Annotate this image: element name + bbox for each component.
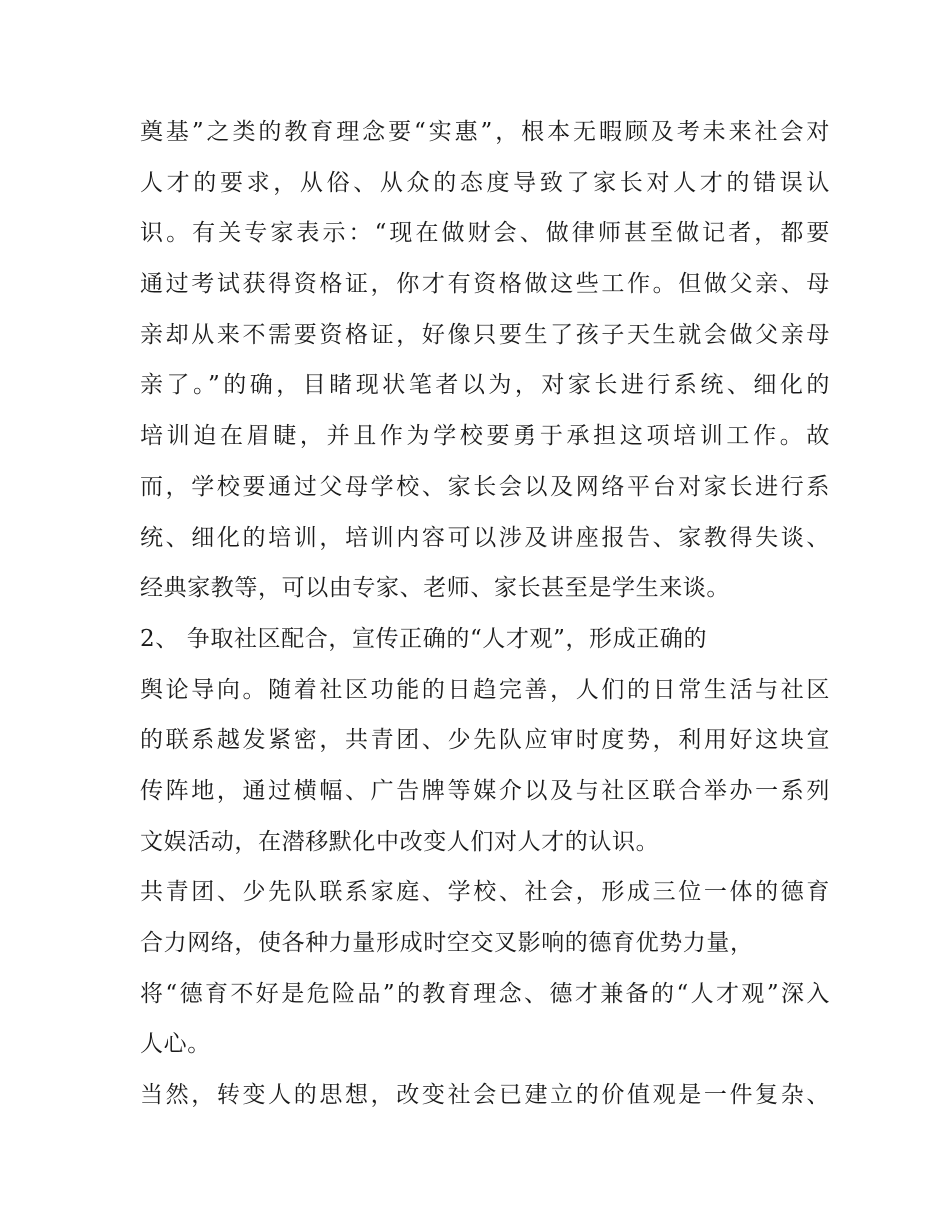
text-line-17: 合力网络，使各种力量形成时空交叉影响的德育优势力量， xyxy=(140,930,754,956)
document-page xyxy=(140,107,830,1121)
text-line-3: 识。有关专家表示：“现在做财会、做律师甚至做记者，都要 xyxy=(140,220,830,247)
text-line-19: 人心。 xyxy=(140,1031,211,1058)
text-line-4: 通过考试获得资格证，你才有资格做这些工作。但做父亲、母 xyxy=(140,271,830,298)
text-line-10: 经典家教等，可以由专家、老师、家长甚至是学生来谈。 xyxy=(140,575,730,602)
text-line-2: 人才的要求，从俗、从众的态度导致了家长对人才的错误认 xyxy=(140,169,830,196)
text-line-9: 统、细化的培训，培训内容可以涉及讲座报告、家教得失谈、 xyxy=(140,524,830,551)
text-line-1: 奠基”之类的教育理念要“实惠”，根本无暇顾及考未来社会对 xyxy=(140,119,830,145)
text-line-16: 共青团、少先队联系家庭、学校、社会，形成三位一体的德育 xyxy=(140,879,830,906)
text-line-8: 而，学校要通过父母学校、家长会以及网络平台对家长进行系 xyxy=(140,473,830,500)
text-line-14: 传阵地，通过横幅、广告牌等媒介以及与社区联合举办一系列 xyxy=(140,777,830,804)
text-line-20: 当然，转变人的思想，改变社会已建立的价值观是一件复杂、 xyxy=(140,1082,830,1109)
text-line-15: 文娱活动，在潜移默化中改变人们对人才的认识。 xyxy=(140,828,660,855)
text-line-6: 亲了。”的确，目睹现状笔者以为，对家长进行系统、细化的 xyxy=(140,372,830,399)
text-line-13: 的联系越发紧密，共青团、少先队应审时度势，利用好这块宣 xyxy=(140,727,830,754)
section-heading-2: 2、 争取社区配合，宣传正确的“人才观”，形成正确的 xyxy=(140,625,708,652)
text-line-12: 舆论导向。随着社区功能的日趋完善，人们的日常生活与社区 xyxy=(140,676,830,703)
text-line-5: 亲却从来不需要资格证，好像只要生了孩子天生就会做父亲母 xyxy=(140,321,830,348)
text-line-18: 将“德育不好是危险品”的教育理念、德才兼备的“人才观”深入 xyxy=(140,980,830,1007)
text-line-7: 培训迫在眉睫，并且作为学校要勇于承担这项培训工作。故 xyxy=(140,423,830,450)
